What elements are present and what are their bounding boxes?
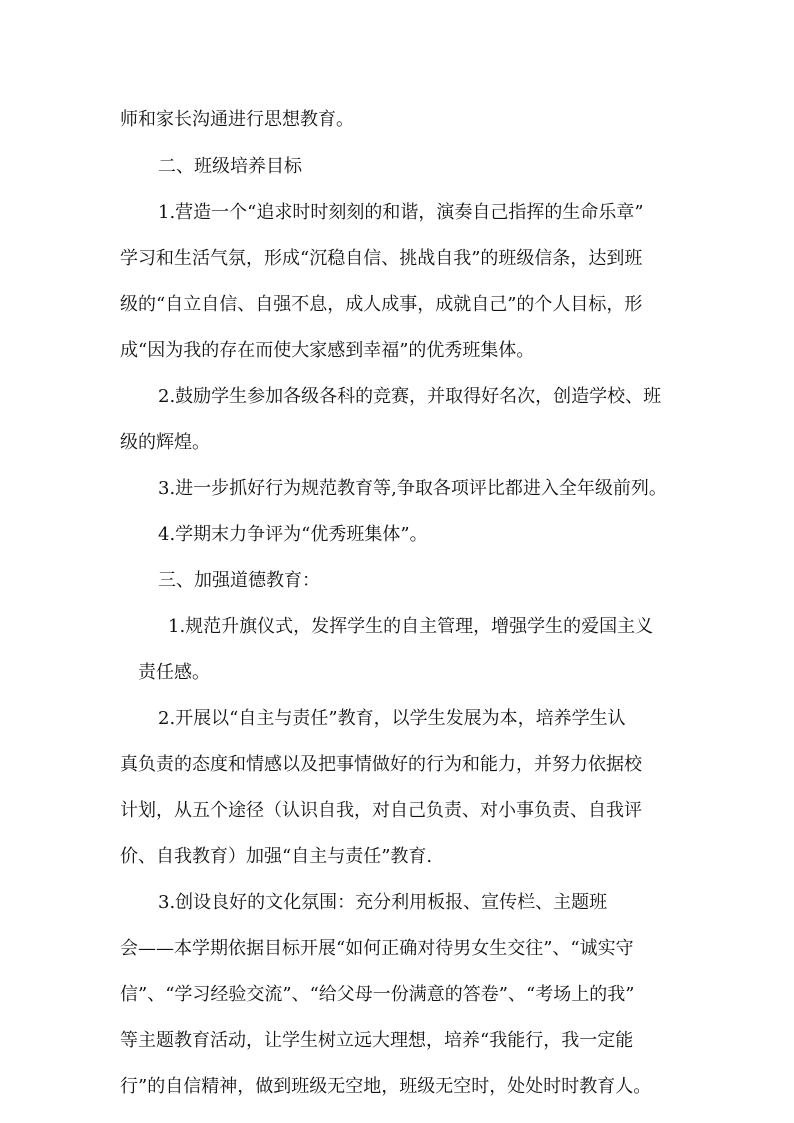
paragraph-line: 责任感。 [138,662,210,683]
paragraph-line: 级的辉煌。 [120,432,210,453]
paragraph-line: 成“因为我的存在而使大家感到幸福”的优秀班集体。 [120,340,535,361]
paragraph-line: 3.进一步抓好行为规范教育等,争取各项评比都进入全年级前列。 [158,478,667,499]
paragraph-line: 行”的自信精神，做到班级无空地，班级无空时，处处时时教育人。 [120,1076,652,1097]
paragraph-line: 等主题教育活动，让学生树立远大理想，培养“我能行，我一定能 [120,1030,634,1051]
paragraph-line: 2.鼓励学生参加各级各科的竞赛，并取得好名次，创造学校、班 [158,386,662,407]
paragraph-line: 3.创设良好的文化氛围：充分利用板报、宣传栏、主题班 [158,892,608,913]
paragraph-line: 真负责的态度和情感以及把事情做好的行为和能力，并努力依据校 [120,754,642,775]
paragraph-line: 会——本学期依据目标开展“如何正确对待男女生交往”、“诚实守 [120,938,634,959]
paragraph-line: 1.规范升旗仪式，发挥学生的自主管理，增强学生的爱国主义 [168,616,654,637]
paragraph-line: 级的“自立自信、自强不息，成人成事，成就自己”的个人目标，形 [120,294,643,315]
paragraph-line: 信”、“学习经验交流”、“给父母一份满意的答卷”、“考场上的我” [120,984,635,1005]
section-heading: 二、班级培养目标 [158,156,302,177]
paragraph-line: 学习和生活气氛，形成“沉稳自信、挑战自我”的班级信条，达到班 [120,248,643,269]
paragraph-line: 计划，从五个途径（认识自我，对自己负责、对小事负责、自我评 [120,800,642,821]
paragraph-line: 师和家长沟通进行思想教育。 [120,109,354,130]
paragraph-line: 1.营造一个“追求时时刻刻的和谐，演奏自己指挥的生命乐章” [158,202,644,223]
paragraph-line: 4.学期末力争评为“优秀班集体”。 [158,524,428,545]
section-heading: 三、加强道德教育： [158,570,320,591]
paragraph-line: 2.开展以“自主与责任”教育，以学生发展为本，培养学生认 [158,708,626,729]
paragraph-line: 价、自我教育）加强“自主与责任”教育. [120,846,433,867]
